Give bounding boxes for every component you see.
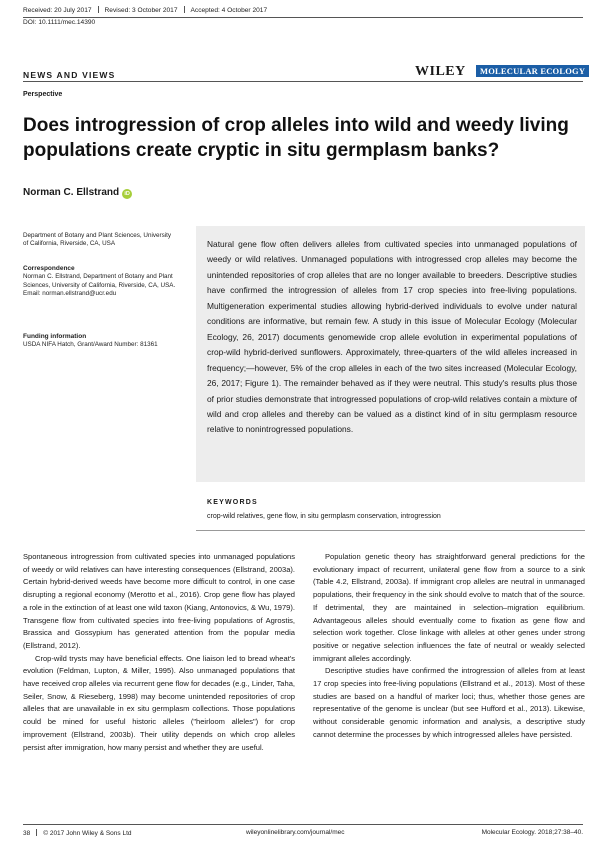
footer-left: [23, 829, 132, 837]
journal-logo: MOLECULAR ECOLOGY: [476, 65, 589, 77]
abstract: [207, 237, 577, 438]
body-column-left: [23, 551, 295, 754]
article-title: Does introgression of crop alleles into wild and weedy living populations create cryptic in situ germplasm banks?: [23, 115, 569, 161]
author-line: [23, 187, 132, 199]
revised-date: Revised: 3 October 2017: [104, 7, 178, 14]
correspondence-block: [23, 265, 178, 298]
page-number: 38: [23, 830, 31, 837]
citation: Molecular Ecology. 2018;27:38–40.: [481, 829, 583, 836]
keywords-heading: KEYWORDS: [207, 499, 258, 506]
received-date: Received: 20 July 2017: [23, 7, 92, 14]
correspondence-heading: Correspondence: [23, 265, 75, 272]
body-paragraph: Population genetic theory has straightforward general predictions for the evolutionary impact of recurrent, unilateral gene flow from a source to a sink (Table 4.2, Ellstrand, 2003a). If immigrant crop alleles are neutral in unmanaged populations, their frequency in the sink should evolve to match that of the source. If detrimental, they are maintained in selection–migration equilibrium. Advantageous alleles should eventually come to fixation as gene flow and selection work together. Close linkage with alleles at other genes under strong positive or negative selection influences the fate of neutral or weakly selected immigrant alleles accordingly.: [313, 552, 585, 663]
divider: [98, 6, 99, 13]
author-name[interactable]: Norman C. Ellstrand: [23, 187, 120, 198]
funding-text: USDA NIFA Hatch, Grant/Award Number: 81361: [23, 341, 158, 349]
section-rule: [23, 81, 583, 82]
article-dates: [23, 6, 267, 14]
funding-block: [23, 333, 178, 350]
body-paragraph: Descriptive studies have confirmed the introgression of alleles from at least 17 crop species into free-living populations (Ellstrand et al., 2013). Most of these studies are based on a handful of marker loci; thus, whether those genes are representative of the genome is unclear (but see Hufford et al., 2013). Likewise, without considerable genomic information and analysis, a descriptive study cannot determine the processes by which introgressed alleles have persisted.: [313, 666, 585, 739]
affiliation: Department of Botany and Plant Sciences, University of California, Riverside, CA, USA: [23, 232, 172, 248]
abstract-text: Natural gene flow often delivers alleles from cultivated species into unmanaged populations of weedy or wild relatives. Unmanaged populations with introgressed crop alleles may become the unintended repositories of crop alleles that are no longer available to breeders. Descriptive studies have confirmed the introgression of alleles from 17 crop species into free-living populations. Multigeneration experimental studies allowing hybrid-derived individuals to evolve under natural conditions are informative, but remain few. A study in this issue of Molecular Ecology (Molecular Ecology, 26, 2017) documents genomewide crop allele evolution in experimental populations of crop-wild hybrid-derived sunflowers. Approximately, three-quarters of the wild alleles increased in frequency;—however, 5% of the crop alleles in each of the two sites increased (Molecular Ecology, 26, 2017; Figure 1). The remainder behaved as if they were neutral. This study's results plus those of prior studies demonstrate that introgressed populations of crop-wild relatives contain a mixture of wild and crop alleles and thereby can be valued as a distinct kind of in situ germplasm resource relative to nonintrogressed populations.: [207, 239, 577, 435]
doi[interactable]: DOI: 10.1111/mec.14390: [23, 19, 96, 26]
body-paragraph: Spontaneous introgression from cultivated species into unmanaged populations of weedy or wild relatives can have interesting consequences (Ellstrand, 2003a). Certain hybrid-derived weeds have become more difficult to control, in one case disrupting a regional economy (Merotto et al., 2016). Crop gene flow has played a role in the extinction of at least one wild taxon (Kiang, Antonovics, & Wu, 1979). Transgene flow from cultivated species into free-living populations of Agrostis, Brassica and Gossypium has generated attention from the popular media (Ellstrand, 2012).: [23, 552, 295, 650]
divider: [36, 829, 37, 836]
journal-url[interactable]: wileyonlinelibrary.com/journal/mec: [246, 829, 345, 836]
footer-rule: [23, 824, 583, 825]
header-rule: [23, 17, 583, 18]
body-paragraph: Crop-wild trysts may have beneficial effects. One liaison led to bread wheat's evolution (Feldman, Lupton, & Miller, 1995). Also unmanaged populations that have received crop alleles via recurrent gene flow for decades (e.g., Linder, Taha, Seiler, Snow, & Rieseberg, 1998) may become unintended repositories of crop alleles that are unavailable in ex situ germplasm collections. Those populations could be mined for useful historic alleles ("heirloom alleles") for crop improvement (Ellstrand, 2003b). Their utility depends on which crop alleles persist after immigration, how many persist and whether they are useful.: [23, 653, 295, 752]
keywords-list: crop-wild relatives, gene flow, in situ germplasm conservation, introgression: [207, 513, 441, 520]
correspondence-text: Norman C. Ellstrand, Department of Botany and Plant Sciences, University of California, Riverside, CA, USA.: [23, 273, 176, 289]
divider: [184, 6, 185, 13]
author-email[interactable]: Email: norman.ellstrand@ucr.edu: [23, 289, 117, 297]
keywords-rule: [196, 530, 585, 531]
funding-heading: Funding information: [23, 333, 87, 340]
article-type: Perspective: [23, 91, 63, 98]
publisher-logo: WILEY: [415, 64, 466, 79]
copyright: © 2017 John Wiley & Sons Ltd: [43, 830, 132, 837]
accepted-date: Accepted: 4 October 2017: [190, 7, 268, 14]
section-label: NEWS AND VIEWS: [23, 70, 116, 80]
body-column-right: [313, 551, 585, 742]
orcid-icon[interactable]: iD: [122, 189, 132, 199]
